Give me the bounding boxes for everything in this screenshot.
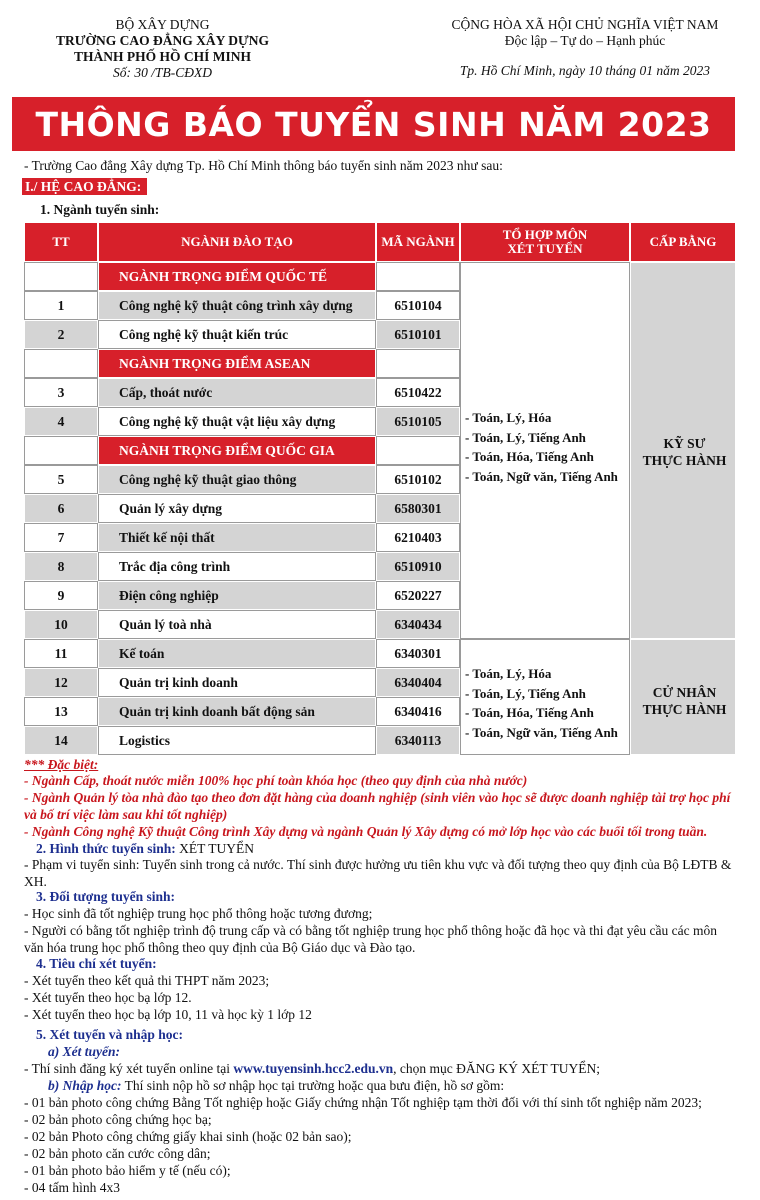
- republic-name: CỘNG HÒA XÃ HỘI CHỦ NGHĨA VIỆT NAM: [451, 17, 719, 32]
- degree-bachelor: CỬ NHÂN THỰC HÀNH: [642, 685, 727, 717]
- motto: Độc lập – Tự do – Hạnh phúc: [504, 33, 666, 48]
- section-3-title: 3. Đối tượng tuyển sinh:: [36, 889, 175, 904]
- group-row-blank: [24, 349, 98, 378]
- scope-text: - Phạm vi tuyển sinh: Tuyển sinh trong cả nước. Thí sinh được hưởng ưu tiên khu vực và đối tượng theo quy định của Bộ LĐTB & XH.: [24, 857, 732, 889]
- combo-item: - Toán, Ngữ văn, Tiếng Anh: [465, 724, 618, 740]
- major-code: 6340434: [376, 610, 460, 639]
- combo-item: - Toán, Hóa, Tiếng Anh: [465, 449, 594, 464]
- table-header-cell: MÃ NGÀNH: [376, 222, 460, 262]
- enrollment-subtitle: b) Nhập học:: [48, 1078, 122, 1093]
- major-code: 6510102: [376, 465, 460, 494]
- group-header: NGÀNH TRỌNG ĐIỂM ASEAN: [98, 349, 376, 378]
- major-code: 6510422: [376, 378, 460, 407]
- registration-text-end: , chọn mục ĐĂNG KÝ XÉT TUYỂN;: [393, 1061, 600, 1076]
- row-number: 4: [24, 407, 98, 436]
- list-item: - Học sinh đã tốt nghiệp trung học phổ thông hoặc tương đương;: [24, 906, 373, 921]
- row-number: 2: [24, 320, 98, 349]
- group-row-blank: [376, 349, 460, 378]
- list-item: - 04 tấm hình 4x3: [24, 1180, 120, 1195]
- intro-text: - Trường Cao đẳng Xây dựng Tp. Hồ Chí Minh thông báo tuyển sinh năm 2023 như sau:: [24, 158, 503, 173]
- registration-link[interactable]: www.tuyensinh.hcc2.edu.vn: [233, 1061, 394, 1076]
- combo-item: - Toán, Hóa, Tiếng Anh: [465, 705, 594, 720]
- major-name: Kế toán: [98, 639, 376, 668]
- online-registration: [24, 1060, 600, 1077]
- major-name: Công nghệ kỹ thuật công trình xây dựng: [98, 291, 376, 320]
- majors-table: [24, 222, 736, 752]
- major-code: 6520227: [376, 581, 460, 610]
- list-item: - 01 bản photo công chứng Bằng Tốt nghiệp hoặc Giấy chứng nhận Tốt nghiệp tạm thời đối với thí sinh tốt nghiệp năm 2023;: [24, 1095, 702, 1110]
- row-number: 7: [24, 523, 98, 552]
- combo-item: - Toán, Lý, Hóa: [465, 666, 552, 681]
- major-name: Thiết kế nội thất: [98, 523, 376, 552]
- major-name: Quản trị kinh doanh bất động sản: [98, 697, 376, 726]
- group-header: NGÀNH TRỌNG ĐIỂM QUỐC TẾ: [98, 262, 376, 291]
- row-number: 5: [24, 465, 98, 494]
- degree-engineer: KỸ SƯ THỰC HÀNH: [642, 436, 727, 468]
- list-item: - 02 bản photo công chứng học bạ;: [24, 1112, 212, 1127]
- notes-title-text: *** Đặc biệt:: [24, 757, 99, 772]
- row-number: 8: [24, 552, 98, 581]
- list-item: - Xét tuyển theo học bạ lớp 12.: [24, 990, 192, 1005]
- major-name: Quản lý toà nhà: [98, 610, 376, 639]
- group-row-blank: [376, 262, 460, 291]
- doc-number: Số: 30 /TB-CĐXD: [113, 65, 212, 80]
- combo-item: - Toán, Lý, Tiếng Anh: [465, 685, 586, 701]
- major-name: Công nghệ kỹ thuật giao thông: [98, 465, 376, 494]
- major-name: Công nghệ kỹ thuật vật liệu xây dựng: [98, 407, 376, 436]
- list-item: - 01 bản photo bảo hiểm y tế (nếu có);: [24, 1163, 231, 1178]
- major-name: Quản trị kinh doanh: [98, 668, 376, 697]
- school-name-1: TRƯỜNG CAO ĐẲNG XÂY DỰNG: [56, 33, 269, 48]
- enrollment-text: Thí sinh nộp hồ sơ nhập học tại trường hoặc qua bưu điện, hồ sơ gồm:: [121, 1078, 505, 1093]
- list-item: - 02 bản photo căn cước công dân;: [24, 1146, 211, 1161]
- note-item: - Ngành Công nghệ Kỹ thuật Công trình Xây dựng và ngành Quản lý Xây dựng có mở lớp học vào các buổi tối trong tuần.: [24, 824, 708, 839]
- major-code: 6510105: [376, 407, 460, 436]
- list-item: - Xét tuyển theo học bạ lớp 10, 11 và học kỳ 1 lớp 12: [24, 1007, 312, 1022]
- row-number: 12: [24, 668, 98, 697]
- note-item: - Ngành Cấp, thoát nước miễn 100% học phí toàn khóa học (theo quy định của nhà nước): [24, 773, 528, 788]
- notes-list: [24, 772, 736, 840]
- combo-list-bachelor: [465, 664, 618, 742]
- note-item: - Ngành Quản lý tòa nhà đào tạo theo đơn đặt hàng của doanh nghiệp (sinh viên vào học sẽ được doanh nghiệp tài trợ học phí và bố trí việc làm sau khi tốt nghiệp): [24, 790, 731, 822]
- group-row-blank: [376, 436, 460, 465]
- table-header-cell: TT: [24, 222, 98, 262]
- row-number: 3: [24, 378, 98, 407]
- group-header: NGÀNH TRỌNG ĐIỂM QUỐC GIA: [98, 436, 376, 465]
- notes-title: [24, 756, 98, 773]
- list-item: - Xét tuyển theo kết quả thi THPT năm 2023;: [24, 973, 270, 988]
- major-code: 6510101: [376, 320, 460, 349]
- major-code: 6580301: [376, 494, 460, 523]
- ministry-name: BỘ XÂY DỰNG: [115, 17, 210, 32]
- row-number: 14: [24, 726, 98, 755]
- section-5-title: 5. Xét tuyển và nhập học:: [36, 1027, 184, 1042]
- group-row-blank: [24, 436, 98, 465]
- combo-item: - Toán, Lý, Hóa: [465, 410, 552, 425]
- major-code: 6340404: [376, 668, 460, 697]
- table-header-cell: NGÀNH ĐÀO TẠO: [98, 222, 376, 262]
- row-number: 11: [24, 639, 98, 668]
- major-name: Cấp, thoát nước: [98, 378, 376, 407]
- page-title: THÔNG BÁO TUYỂN SINH NĂM 2023: [12, 97, 735, 151]
- major-code: 6340416: [376, 697, 460, 726]
- major-name: Quản lý xây dựng: [98, 494, 376, 523]
- section-4-title: 4. Tiêu chí xét tuyển:: [36, 956, 157, 971]
- document-list: [24, 1094, 736, 1196]
- registration-text: - Thí sinh đăng ký xét tuyển online tại: [24, 1061, 234, 1076]
- major-name: Trắc địa công trình: [98, 552, 376, 581]
- major-name: Công nghệ kỹ thuật kiến trúc: [98, 320, 376, 349]
- row-number: 1: [24, 291, 98, 320]
- enrollment-line: [48, 1077, 504, 1094]
- table-header-cell: TỔ HỢP MÔN XÉT TUYỂN: [460, 222, 630, 262]
- row-number: 9: [24, 581, 98, 610]
- major-name: Logistics: [98, 726, 376, 755]
- major-code: 6340301: [376, 639, 460, 668]
- admission-method: XÉT TUYỂN: [175, 841, 255, 856]
- major-code: 6510104: [376, 291, 460, 320]
- combo-item: - Toán, Ngữ văn, Tiếng Anh: [465, 468, 618, 484]
- section-2-heading: [36, 840, 254, 857]
- section-2-title: 2. Hình thức tuyển sinh:: [36, 841, 176, 856]
- left-header: [20, 17, 305, 81]
- major-code: 6210403: [376, 523, 460, 552]
- major-code: 6340113: [376, 726, 460, 755]
- row-number: 10: [24, 610, 98, 639]
- section-3-list: [24, 905, 736, 956]
- section-4-list: [24, 972, 736, 1023]
- major-code: 6510910: [376, 552, 460, 581]
- major-name: Điện công nghiệp: [98, 581, 376, 610]
- right-header: [430, 17, 740, 79]
- list-item: - Người có bằng tốt nghiệp trình độ trung cấp và có bằng tốt nghiệp trung học phổ thông hoặc đã học và thi đạt yêu cầu các môn văn hóa trung học phổ thông theo quy định của Bộ Giáo dục và Đào tạo.: [24, 923, 718, 955]
- row-number: 6: [24, 494, 98, 523]
- subsection-heading: 1. Ngành tuyển sinh:: [40, 202, 160, 217]
- group-row-blank: [24, 262, 98, 291]
- combo-item: - Toán, Lý, Tiếng Anh: [465, 429, 586, 445]
- row-number: 13: [24, 697, 98, 726]
- section-heading: I./ HỆ CAO ĐẲNG:: [22, 178, 147, 195]
- admission-subtitle: a) Xét tuyển:: [48, 1044, 120, 1059]
- table-header-cell: CẤP BẰNG: [630, 222, 736, 262]
- combo-list-engineer: [465, 408, 618, 486]
- school-name-2: THÀNH PHỐ HỒ CHÍ MINH: [73, 49, 251, 64]
- doc-date: Tp. Hồ Chí Minh, ngày 10 tháng 01 năm 2023: [459, 63, 711, 78]
- list-item: - 02 bản Photo công chứng giấy khai sinh (hoặc 02 bản sao);: [24, 1129, 352, 1144]
